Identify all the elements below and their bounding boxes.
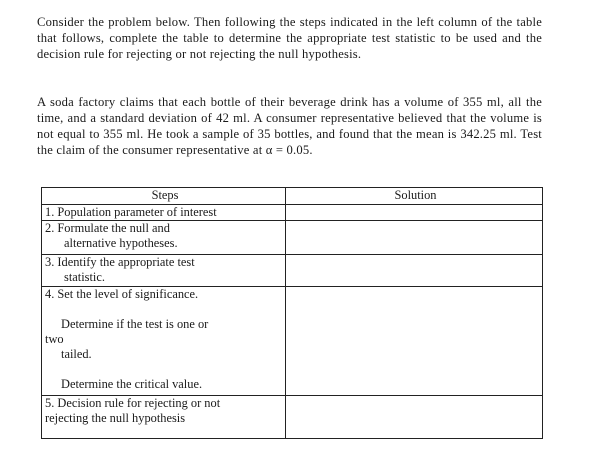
- table-row: [42, 287, 543, 396]
- step-4-spacer: [45, 302, 285, 317]
- step-4-line-5: Determine the critical value.: [61, 377, 203, 391]
- solution-3-cell[interactable]: [286, 255, 543, 287]
- table-row: [42, 221, 543, 255]
- step-4-spacer-2: [45, 362, 285, 377]
- solution-2-cell[interactable]: [286, 221, 543, 255]
- step-4-line-1: 4. Set the level of significance.: [45, 287, 199, 301]
- step-2-line-2: alternative hypotheses.: [64, 236, 178, 250]
- steps-header: Steps: [42, 188, 286, 205]
- solution-4-cell[interactable]: [286, 287, 543, 396]
- step-5-line-1: 5. Decision rule for rejecting or not: [45, 396, 221, 410]
- problem-paragraph: A soda factory claims that each bottle of their beverage drink has a volume of 355 ml, all the time, and a standard deviation of 42 ml. A consumer representative believed that the volume is not equal to 355 ml. He took a sample of 35 bottles, and found that the mean is 342.25 ml. Test the claim of the consumer representative at α = 0.05.: [37, 95, 542, 157]
- instructions-paragraph: Consider the problem below. Then following the steps indicated in the left column of the table that follows, complete the table to determine the appropriate test statistic to be used and the decision rule for rejecting or not rejecting the null hypothesis.: [37, 15, 542, 61]
- step-3-line-1: 3. Identify the appropriate test: [45, 255, 195, 269]
- step-2-cell: [42, 221, 286, 255]
- step-3-cell: [42, 255, 286, 287]
- solution-5-cell[interactable]: [286, 396, 543, 439]
- steps-table: [41, 187, 543, 439]
- step-2-line-1: 2. Formulate the null and: [45, 221, 170, 235]
- step-4-line-4: tailed.: [61, 347, 92, 361]
- table-row: [42, 255, 543, 287]
- step-4-cell: [42, 287, 286, 396]
- solution-1-cell[interactable]: [286, 205, 543, 221]
- step-4-line-3: two: [45, 332, 64, 346]
- table-header-row: [42, 188, 543, 205]
- solution-header: Solution: [286, 188, 543, 205]
- step-5-line-2: rejecting the null hypothesis: [45, 411, 186, 425]
- step-4-line-2: Determine if the test is one or: [61, 317, 209, 331]
- table-row: [42, 396, 543, 439]
- table-row: [42, 205, 543, 221]
- step-5-cell: [42, 396, 286, 439]
- step-3-line-2: statistic.: [64, 270, 105, 284]
- step-1-cell: 1. Population parameter of interest: [42, 205, 286, 221]
